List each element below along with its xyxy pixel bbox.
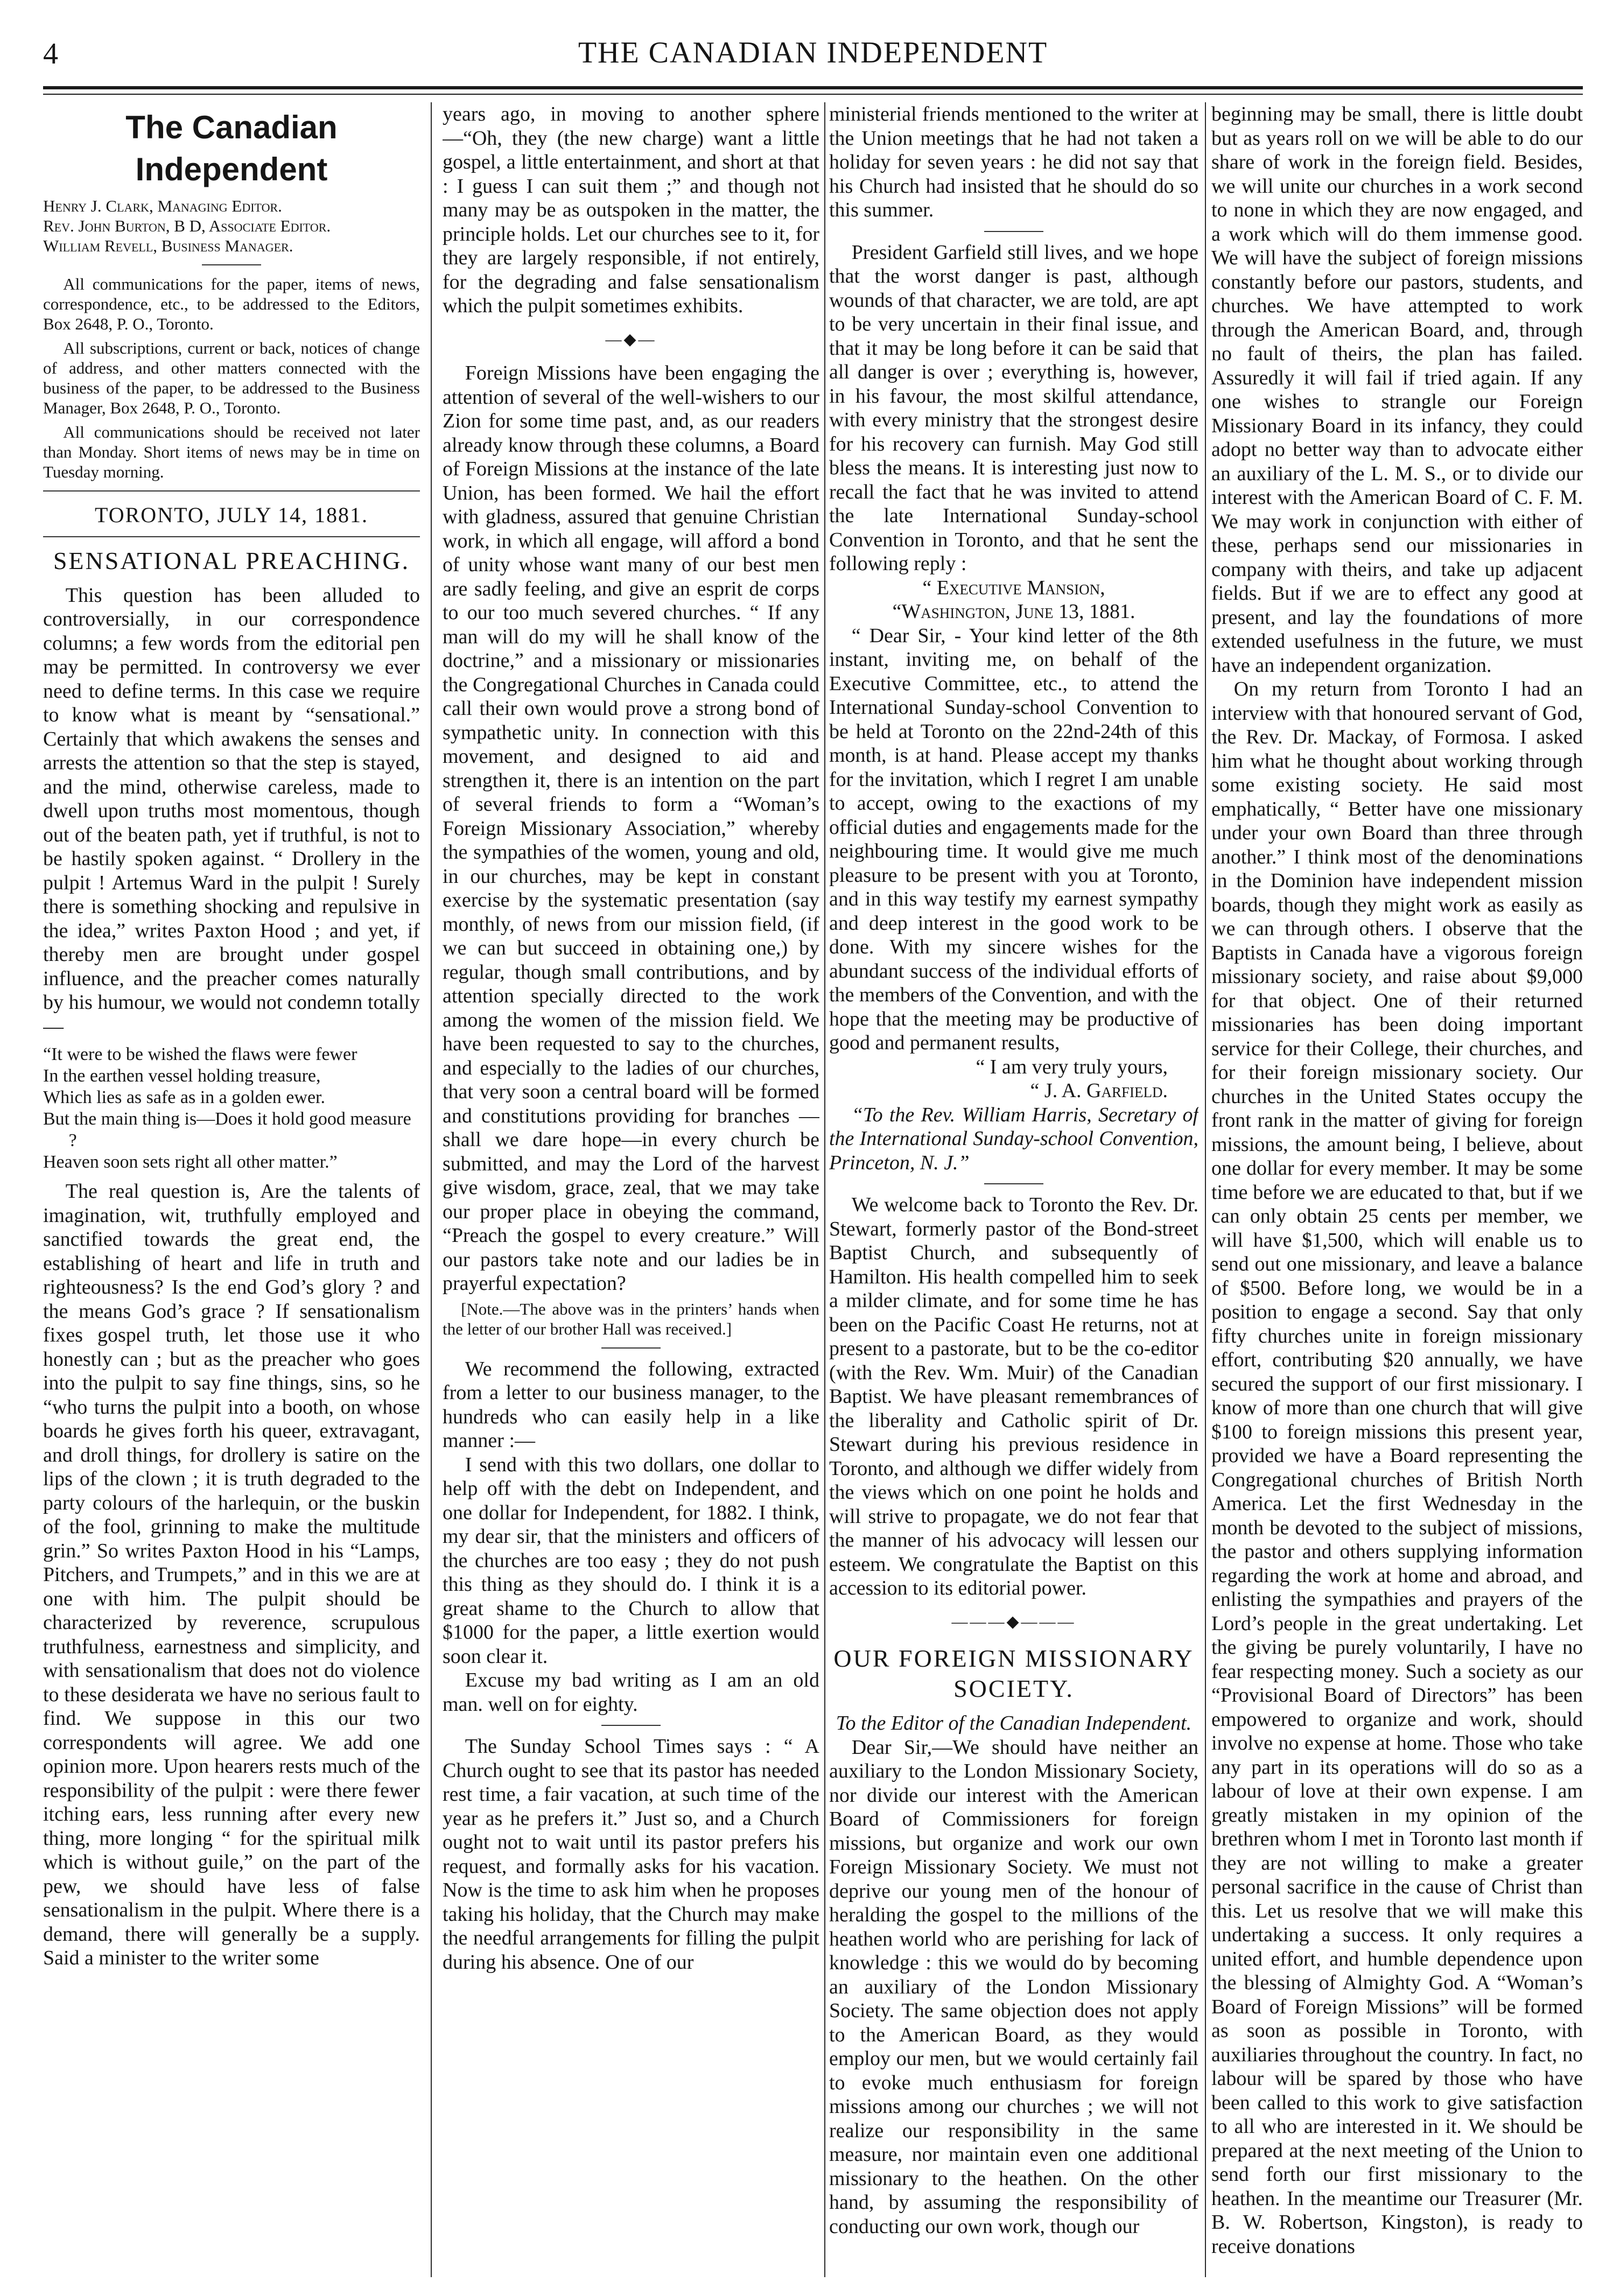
- verse-line: Which lies as safe as in a golden ewer.: [43, 1087, 325, 1107]
- section-title-sensational-preaching: SENSATIONAL PREACHING.: [53, 546, 410, 574]
- article-paragraph: years ago, in moving to another sphere—“Oh, they (the new charge) want a little gospel, a little entertainment, and short at that : I guess I can suit them ;” and though not many may be as outspoken in the matter, the principle holds. Let our churches see to it, for they are largely responsible, if not entirely, for the degrading and false sensationalism which the pulpit sometimes exhibits.: [443, 103, 819, 317]
- header-rule-heavy: [43, 86, 1583, 89]
- letter-closing: “ I am very truly yours,: [976, 1055, 1168, 1078]
- article-paragraph: We recommend the following, extracted from a letter to our business manager, to the hundreds who can easily help in a like manner :—: [443, 1357, 819, 1452]
- divider: [43, 490, 420, 492]
- column-rule-1: [431, 102, 432, 2277]
- staff-line: Rev. John Burton, B D, Associate Editor.: [43, 216, 331, 235]
- article-paragraph: beginning may be small, there is little doubt but as years roll on we will be able to do our share of work in the foreign field. Besides, we will unite our churches in a work second to none in which they are now engaged, and a work which will do them immense good. We will have the subject of foreign missions constantly before our pastors, students, and churches. We have attempted to work through the American Board, and, through no fault of theirs, the plan has failed. Assuredly it will fail if tried again. If any one wishes to strangle our Foreign Missionary Board in its infancy, they could adopt no better way than to advocate either an auxiliary of the L. M. S., or to divide our interest with the American Board of C. F. M. We may work in conjunction with either of these, perhaps send our missionaries in company with theirs, and take up adjacent fields. But if we are to effect any good at present, and lay the foundations of more extended usefulness in the future, we must have an independent organization.: [1211, 103, 1583, 677]
- paper-title: The Canadian Independent: [125, 109, 338, 187]
- staff-line: Henry J. Clark, Managing Editor.: [43, 196, 282, 215]
- section-title-foreign-missionary-society: OUR FOREIGN MISSIONARY SOCIETY.: [833, 1645, 1194, 1702]
- notice: All communications should be received not later than Monday. Short items of news may be in time on Tuesday morning.: [43, 423, 420, 481]
- letter-signature: “ J. A. Garfield.: [1030, 1079, 1168, 1102]
- letter-body: “ Dear Sir, - Your kind letter of the 8th instant, inviting me, on behalf of the Executive Committee, etc., to attend the International Sunday-school Convention to be held at Toronto on the 22nd-24th of this month, is at hand. Please accept my thanks for the invitation, which I regret I am unable to accept, owing to the exactions of my official duties and engagements made for the neighbouring time. It would give me much pleasure to be present with you at Toronto, and in this way testify my earnest sympathy and deep interest in the good work to be done. With my sincere wishes for the abundant success of the individual efforts of the members of the Convention, and with the hope that the meeting may be productive of good and permanent results,: [829, 624, 1198, 1054]
- divider: [984, 231, 1043, 232]
- salutation: To the Editor of the Canadian Independent.: [836, 1712, 1192, 1735]
- verse-line: In the earthen vessel holding treasure,: [43, 1066, 321, 1086]
- verse-line: Heaven soon sets right all other matter.”: [43, 1152, 338, 1172]
- article-paragraph: The Sunday School Times says : “ A Church ought to see that its pastor has needed rest time, a fair vacation, at such time of the year as he prefers it.” Just so, and a Church ought not to wait until its pastor prefers his request, and formally asks for his vacation. Now is the time to ask him when he proposes taking his holiday, that the Church may make the needful arrangements for filling the pulpit during his absence. One of our: [443, 1735, 819, 1974]
- article-paragraph: We welcome back to Toronto the Rev. Dr. Stewart, formerly pastor of the Bond-street Baptist Church, and subsequently of Hamilton. His health compelled him to seek a milder climate, and for some time he has been on the Pacific Coast He returns, not at present to a pastorate, but to be the co-editor (with the Rev. Wm. Muir) of the Canadian Baptist. We have pleasant remembrances of the liberality and Catholic spirit of Dr. Stewart during his previous residence in Toronto, and although we differ widely from the views which on one point he holds and will strive to propagate, we do not fear that the manner of his advocacy will lessen our esteem. We congratulate the Baptist on this accession to its editorial power.: [829, 1193, 1198, 1599]
- letter-extract: Excuse my bad writing as I am an old man. well on for eighty.: [443, 1669, 819, 1716]
- article-paragraph: The real question is, Are the talents of imagination, wit, truthfully employed and sanctified towards the great end, the establishing of heart and life in truth and righteousness? Is the end God’s glory ? and the means God’s grace ? If sensationalism fixes gospel truth, let those use it who honestly can ; but as the preacher who goes into the pulpit to say fine things, sins, so he “who turns the pulpit into a booth, on whose boards he gives forth his queer, extravagant, and droll things, for drollery is satire on the lips of the clown ; it is truth degraded to the party colours of the harlequin, or the buskin of the fool, grinning to make the multitude grin.” So writes Paxton Hood in his “Lamps, Pitchers, and Trumpets,” and in this we are at one with him. The pulpit should be characterized by reverence, scrupulous truthfulness, earnestness and simplicity, and with sensationalism that does not do violence to these desiderata we have no serious fault to find. We suppose in this our two correspondents will agree. We add one opinion more. Upon hearers rests much of the responsibility of the pulpit : were there fewer itching ears, less running after every new thing, more longing “ for the spiritual milk which is without guile,” on the part of the pew, we should have less of false sensationalism in the pulpit. Where there is a demand, there will generally be a supply. Said a minister to the writer some: [43, 1180, 420, 1969]
- verse-quote: [43, 1044, 420, 1173]
- article-paragraph: ministerial friends mentioned to the writer at the Union meetings that he had not taken a holiday for seven years : he did not say that his Church had insisted that he should do so this summer.: [829, 103, 1198, 221]
- column-1: [43, 102, 420, 2277]
- staff-line: William Revell, Business Manager.: [43, 236, 293, 255]
- article-paragraph: Dear Sir,—We should have neither an auxiliary to the London Missionary Society, nor divide our interest with the American Board of Commissioners for foreign missions, but organize and work our own Foreign Missionary Society. We must not deprive our young men of the honour of heralding the gospel to the millions of the heathen world who are perishing for lack of knowledge : this we would do by becoming an auxiliary of the London Missionary Society. The same objection does not apply to the American Board, as they would employ our men, but we would certainly fail to evoke much enthusiasm for foreign missions among our churches ; we will not realize our responsibility in the same measure, nor maintain even one additional missionary to the heathen. On the other hand, by assuming the responsibility of conducting our own work, though our: [829, 1736, 1198, 2238]
- article-paragraph: On my return from Toronto I had an interview with that honoured servant of God, the Rev. Dr. Mackay, of Formosa. I asked him what he thought about working through some existing society. He said most emphatically, “ Better have one missionary under your own Board than three through another.” I think most of the denominations in the Dominion have independent mission boards, though they might work as easily as we can through others. I observe that the Baptists in Canada have a vigorous foreign missionary society, and raise about $9,000 for that object. One of their returned missionaries has been doing important service for their College, their churches, and for their foreign missionary society. Our churches in the United States occupy the front rank in the matter of giving for foreign missions, the amount being, I believe, about one dollar for every member. It may be some time before we are educated to that, but if we can only obtain 25 cents per member, we will have $1,500, which will enable us to send out one missionary, and leave a balance of $500. Before long, we would be in a position to engage a second. Say that only fifty churches unite in foreign missionary effort, contributing $20 annually, we have secured the support of our first missionary. I know of more than one church that will give $100 to foreign missions this present year, provided we have a Board representing the Congregational churches of British North America. Let the first Wednesday in the month be devoted to the subject of missions, the pastor and others supplying information regarding the work at home and abroad, and enlisting the sympathies and prayers of the Lord’s people in the great undertaking. Let the giving be purely voluntarily, I have no fear respecting money. Such a society as our “Provisional Board of Directors” has been empowered to organize and work, should involve no expense at home. Those who take any part in its operations will do so as a labour of love at their own expense. I am greatly mistaken in my opinion of the brethren whom I met in Toronto last month if they are not willing to make a greater personal sacrifice in the cause of Christ than this. Let us resolve that we will make this undertaking a success. It only requires a united effort, and humble dependence upon the blessing of Almighty God. A “Woman’s Board of Foreign Missions” will be formed as soon as possible in Toronto, with auxiliaries throughout the country. In fact, no labour will be spared by those who have been called to this work to give satisfaction to all who are interested in it. We should be prepared at the next meeting of the Union to send forth our first missionary to the heathen. In the meantime our Treasurer (Mr. B. W. Robertson, Kingston), is ready to receive donations: [1211, 678, 1583, 2258]
- ornament-divider: —◆—: [605, 330, 657, 348]
- letter-address: “To the Rev. William Harris, Secretary of the International Sunday-school Convention, Princeton, N. J.”: [829, 1103, 1198, 1174]
- notice: All communications for the paper, items of news, correspondence, etc., to be addressed to the Editors, Box 2648, P. O., Toronto.: [43, 275, 420, 333]
- divider: [202, 264, 261, 265]
- divider: [984, 1183, 1043, 1184]
- letter-heading: “ Executive Mansion,: [922, 576, 1105, 599]
- divider: [601, 1725, 661, 1726]
- letter-date: “Washington, June 13, 1881.: [892, 600, 1135, 623]
- verse-line: But the main thing is—Does it hold good measure ?: [43, 1109, 411, 1150]
- article-paragraph-garfield: President Garfield still lives, and we hope that the worst danger is past, although wounds of that character, we are told, are apt to be very uncertain in their final issue, and that it may be long before it can be said that all danger is over ; everything is, however, in his favour, the most skilful attendance, with every ministry that the strongest desire for his recovery can furnish. May God still bless the means. It is interesting just now to recall the fact that he was invited to attend the late International Sunday-school Convention in Toronto, and that he sent the following reply :: [829, 241, 1198, 575]
- header-rule-thin: [43, 94, 1583, 95]
- staff-list: [43, 196, 420, 256]
- verse-line: “It were to be wished the flaws were fewer: [43, 1044, 357, 1064]
- editor-note: [Note.—The above was in the printers’ hands when the letter of our brother Hall was received.]: [443, 1299, 819, 1338]
- article-paragraph: This question has been alluded to controversially, in our correspondence columns; a few words from the editorial pen may be permitted. In controversy we ever need to define terms. In this case we require to know what is meant by “sensational.” Certainly that which awakens the senses and arrests the attention so that the step is stayed, and the mind, otherwise careless, made to dwell upon truths most momentous, though out of the beaten path, yet if truthful, is not to be hastily spoken against. “ Drollery in the pulpit ! Artemus Ward in the pulpit ! Surely there is something shocking and repulsive in the idea,” writes Paxton Hood ; and yet, if thereby men are brought under gospel influence, and the preacher comes naturally by his humour, we would not condemn totally —: [43, 584, 420, 1038]
- ornament-divider: ———◆———: [951, 1612, 1076, 1631]
- column-3: [829, 102, 1198, 2277]
- letter-extract: I send with this two dollars, one dollar to help off with the debt on Independent, and one dollar for Independent, for 1882. I think, my dear sir, that the ministers and officers of the churches are too easy ; they do not push this thing as they should do. I think it is a great shame to the Church to allow that $1000 for the paper, a little exertion would soon clear it.: [443, 1453, 819, 1668]
- running-title: THE CANADIAN INDEPENDENT: [578, 36, 1048, 69]
- divider: [601, 1347, 661, 1349]
- article-paragraph-foreign-missions: Foreign Missions have been engaging the attention of several of the well-wishers to our Zion for some time past, and, as our readers already know through these columns, a Board of Foreign Missions at the instance of the late Union, has been formed. We hail the effort with gladness, assured that genuine Christian work, in which all engage, will afford a bond of unity whose want many of our best men are sadly feeling, and give an esprit de corps to our too much severed churches. “ If any man will do my will he shall know of the doctrine,” and a missionary or missionaries the Congregational Churches in Canada could call their own would prove a strong bond of sympathetic unity. In connection with this movement, and designed to aid and strengthen it, there is an intention on the part of several friends to form a “Woman’s Foreign Missionary Association,” whereby the sympathies of the women, young and old, in our churches, may be kept in constant exercise by the systematic presentation (say monthly, of news from our mission field, (if we can but succeed in obtaining one,) by regular, though small contributions, and by attention specially directed to the work among the women of the mission field. We have been requested to say to the churches, and especially to the ladies of our churches, that very soon a central board will be formed and constitutions providing for branches —shall we dare hope—in every church be submitted, and may the Lord of the harvest give wisdom, grace, zeal, that we may take our proper place in obeying the command, “Preach the gospel to every creature.” Will our pastors take note and our ladies be in prayerful expectation?: [443, 362, 819, 1295]
- column-2: [443, 102, 819, 2277]
- page-number: 4: [43, 37, 58, 71]
- column-4: [1211, 102, 1583, 2277]
- divider: [43, 536, 420, 537]
- column-rule-2: [824, 102, 825, 2277]
- notice: All subscriptions, current or back, notices of change of address, and other matters connected with the business of the paper, to be addressed to the Business Manager, Box 2648, P. O., Toronto.: [43, 339, 420, 417]
- column-rule-3: [1205, 102, 1206, 2277]
- masthead: [43, 31, 1583, 80]
- dateline: TORONTO, JULY 14, 1881.: [95, 503, 368, 527]
